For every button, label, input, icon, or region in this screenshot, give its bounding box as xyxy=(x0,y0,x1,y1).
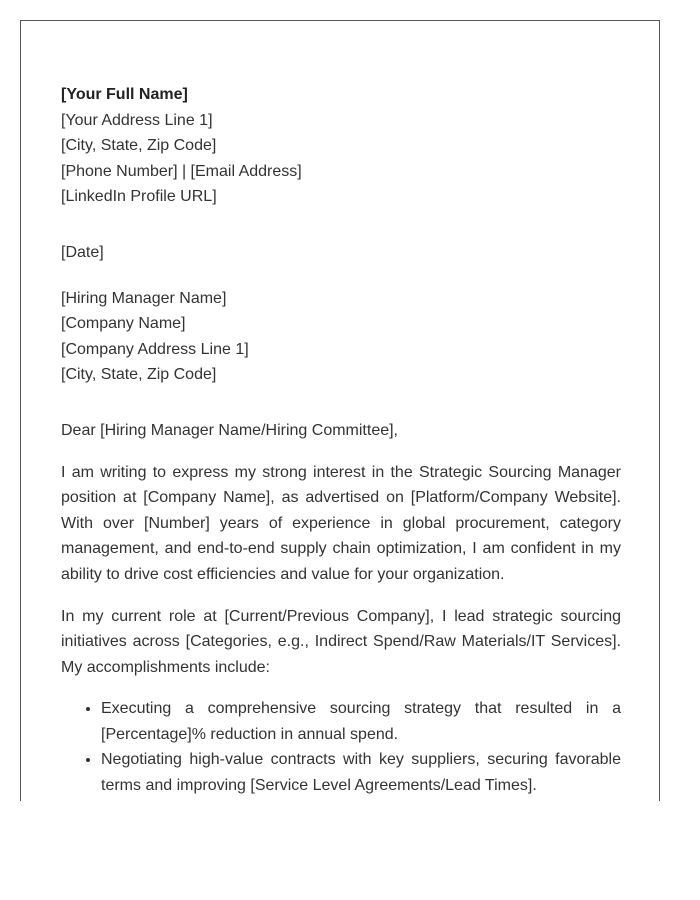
sender-address: [Your Address Line 1] xyxy=(61,111,213,129)
list-item: • Negotiating high-value contracts with key suppliers, securing favorable terms and improving [Service Level Agreements/Lead Times]. xyxy=(101,747,621,798)
sender-linkedin: [LinkedIn Profile URL] xyxy=(61,188,217,206)
recipient-company-name: [Company Name] xyxy=(61,315,186,333)
salutation-block xyxy=(61,418,621,444)
letter-content xyxy=(61,82,621,799)
recipient-hiring-manager: [Hiring Manager Name] xyxy=(61,289,227,307)
letter-page xyxy=(20,20,660,801)
recipient-block xyxy=(61,286,621,388)
sender-name: [Your Full Name] xyxy=(61,86,188,103)
salutation: Dear [Hiring Manager Name/Hiring Committee], xyxy=(61,421,398,439)
list-item: • Executing a comprehensive sourcing strategy that resulted in a [Percentage]% reduction in annual spend. xyxy=(101,696,621,747)
recipient-city-state-zip: [City, State, Zip Code] xyxy=(61,366,217,384)
sender-city-state-zip: [City, State, Zip Code] xyxy=(61,137,217,155)
accomplishments-list xyxy=(61,696,621,798)
letter-date: [Date] xyxy=(61,243,104,261)
body-paragraph-current-role: In my current role at [Current/Previous Company], I lead strategic sourcing initiatives across [Categories, e.g., Indirect Spend/Raw Materials/IT Services]. My accomplishments include: xyxy=(61,607,621,676)
recipient-company-address: [Company Address Line 1] xyxy=(61,340,249,358)
sender-block xyxy=(61,82,621,210)
body-paragraph-intro: I am writing to express my strong interest in the Strategic Sourcing Manager position at [Company Name], as advertised on [Platform/Company Website]. With over [Number] years of experience in global procurement, category management, and end-to-end supply chain optimization, I am confident in my ability to drive cost efficiencies and value for your organization. xyxy=(61,463,621,583)
date-block xyxy=(61,240,621,266)
sender-phone-email: [Phone Number] | [Email Address] xyxy=(61,162,302,180)
